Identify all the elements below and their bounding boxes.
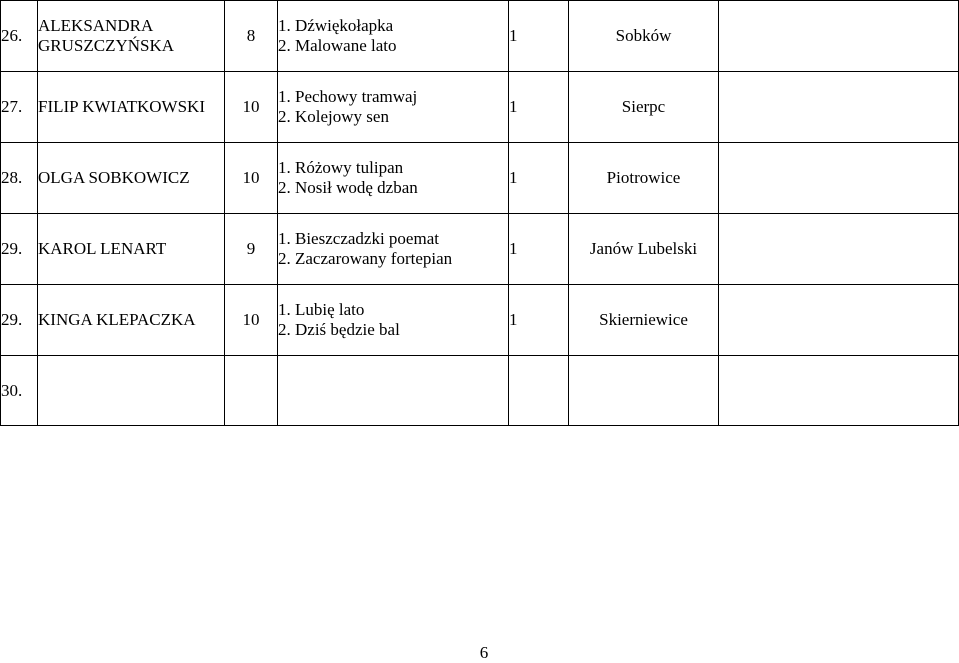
participant-age: 8 [225, 1, 278, 72]
song-title: 1. Lubię lato [278, 300, 365, 319]
place-name [569, 356, 719, 426]
count-value: 1 [509, 214, 569, 285]
empty-cell [719, 285, 959, 356]
song-title: 1. Bieszczadzki poemat [278, 229, 439, 248]
song-titles [278, 356, 509, 426]
table-row [1, 1, 959, 72]
row-number: 27. [1, 72, 38, 143]
participant-name [38, 143, 225, 214]
place-name: Sierpc [569, 72, 719, 143]
place-name: Janów Lubelski [569, 214, 719, 285]
participant-name-line: KINGA KLEPACZKA [38, 310, 196, 329]
song-titles [278, 143, 509, 214]
empty-cell [719, 356, 959, 426]
table-row [1, 143, 959, 214]
row-number: 30. [1, 356, 38, 426]
participant-name-line: GRUSZCZYŃSKA [38, 36, 175, 55]
song-title: 2. Kolejowy sen [278, 107, 389, 126]
participant-age [225, 356, 278, 426]
participant-name [38, 72, 225, 143]
table-row [1, 214, 959, 285]
song-title: 2. Nosił wodę dzban [278, 178, 418, 197]
song-titles [278, 214, 509, 285]
row-number: 29. [1, 285, 38, 356]
participant-name-line: KAROL LENART [38, 239, 167, 258]
table-row [1, 285, 959, 356]
song-title: 1. Różowy tulipan [278, 158, 404, 177]
count-value: 1 [509, 143, 569, 214]
table-row [1, 72, 959, 143]
empty-cell [719, 72, 959, 143]
participant-name-line: FILIP KWIATKOWSKI [38, 97, 205, 116]
empty-cell [719, 1, 959, 72]
row-number: 26. [1, 1, 38, 72]
empty-cell [719, 143, 959, 214]
participant-name [38, 356, 225, 426]
place-name: Sobków [569, 1, 719, 72]
song-title: 2. Malowane lato [278, 36, 397, 55]
count-value: 1 [509, 285, 569, 356]
row-number: 29. [1, 214, 38, 285]
song-title: 1. Pechowy tramwaj [278, 87, 418, 106]
participant-age: 10 [225, 72, 278, 143]
row-number: 28. [1, 143, 38, 214]
song-titles [278, 72, 509, 143]
count-value: 1 [509, 72, 569, 143]
participant-name [38, 214, 225, 285]
place-name: Skierniewice [569, 285, 719, 356]
page-number: 6 [479, 643, 489, 662]
empty-cell [719, 214, 959, 285]
song-title: 1. Dźwiękołapka [278, 16, 394, 35]
count-value: 1 [509, 1, 569, 72]
song-title: 2. Zaczarowany fortepian [278, 249, 453, 268]
participant-name [38, 285, 225, 356]
place-name: Piotrowice [569, 143, 719, 214]
participant-age: 10 [225, 285, 278, 356]
song-titles [278, 1, 509, 72]
participant-age: 9 [225, 214, 278, 285]
participant-name [38, 1, 225, 72]
count-value [509, 356, 569, 426]
song-title: 2. Dziś będzie bal [278, 320, 400, 339]
participant-name-line: ALEKSANDRA [38, 16, 154, 35]
song-titles [278, 285, 509, 356]
table-row [1, 356, 959, 426]
participant-age: 10 [225, 143, 278, 214]
participant-name-line: OLGA SOBKOWICZ [38, 168, 190, 187]
